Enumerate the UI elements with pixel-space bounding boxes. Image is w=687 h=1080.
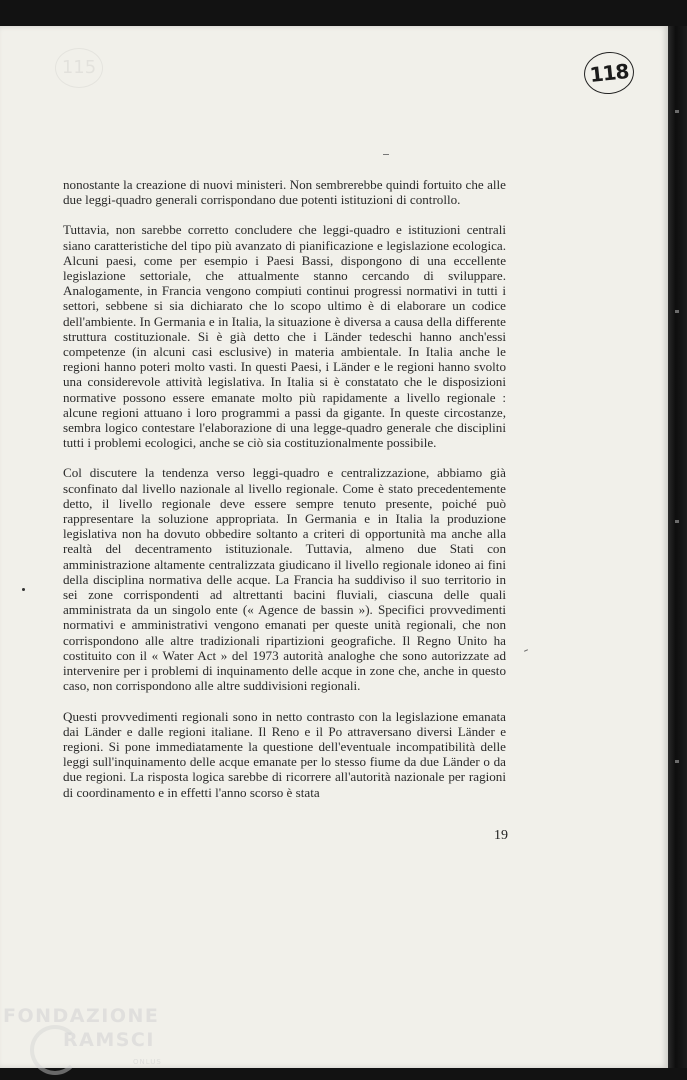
faded-archive-stamp (55, 48, 103, 88)
watermark-subtitle: ONLUS (133, 1058, 162, 1066)
watermark-logo (3, 1004, 159, 1052)
stamp-number: 118 (588, 59, 630, 87)
paragraph: Tuttavia, non sarebbe corretto concludere che leggi-quadro e istituzioni centrali siano caratteristiche del tipo più avanzato di pianificazione e legislazione ecologica. Alcuni paesi, come per esempio i Paesi Bassi, dispongono di una eccellente legislazione settoriale, che attualmente stanno cercando di sviluppare. Analogamente, in Francia vengono compiuti continui progressi normativi in tutti i settori, sebbene si sia dichiarato che lo scopo ultimo è di elaborare un codice dell'ambiente. In Germania e in Italia, la situazione è diversa a causa della differente struttura costituzionale. Si è già detto che i Länder tedeschi hanno anch'essi competenze (in alcuni casi esclusive) in materia ambientale. In Italia anche le regioni hanno poteri molto vasti. In questi Paesi, i Länder e le regioni hanno svolto una considerevole attività legislativa. In Italia si è constatato che le disposizioni normative possono essere emanate molto più rapidamente a livello regionale : alcune regioni attuano i loro programmi a passi da gigante. In queste circostanze, sembra logico contestare l'elaborazione di una legge-quadro generale che disciplini tutti i problemi ecologici, anche se ciò sia costituzionalmente possibile. (63, 222, 506, 451)
paragraph: nonostante la creazione di nuovi ministeri. Non sembrerebbe quindi fortuito che alle due leggi-quadro generali corrispondano due potenti istituzioni di controllo. (63, 177, 506, 208)
margin-dot-mark (22, 588, 25, 591)
paragraph: Questi provvedimenti regionali sono in netto contrasto con la legislazione emanata dai Länder e dalle regioni italiane. Il Reno e il Po attraversano diversi Länder e regioni. Si pone immediatamente la questione dell'eventuale incompatibilità delle leggi sull'inquinamento delle acque emanate per lo stesso fiume da due Länder o da due regioni. La risposta logica sarebbe di ricorrere all'autorità nazionale per ragioni di coordinamento e in effetti l'anno scorso è stata (63, 708, 506, 800)
page-edge-mark (675, 520, 679, 523)
page-number: 19 (494, 828, 508, 843)
header-dash-mark (383, 154, 389, 155)
faded-stamp-number: 115 (61, 57, 97, 78)
paragraph: Col discutere la tendenza verso leggi-quadro e centralizzazione, abbiamo già sconfinato dal livello nazionale al livello regionale. Come è stato precedentemente detto, il livello regionale deve essere sempre tenuto presente, poiché può rappresentare la soluzione appropriata. In Germania e in Italia la produzione legislativa non ha dovuto obbedire soltanto a criteri di opportunità ma anche alla realtà del decentramento istituzionale. Tuttavia, almeno due Stati con amministrazione altamente centralizzata giudicano il livello regionale idoneo ai fini della disciplina normativa delle acque. La Francia ha suddiviso il suo territorio in sei zone corrispondenti ad altrettanti bacini fluviali, ciascuna delle quali amministrata da un singolo ente (« Agence de bassin »). Specifici provvedimenti normativi e amministrativi vengono emanati per queste unità regionali, che non corrispondono alle altre tradizionali ripartizioni geografiche. Il Regno Unito ha costituito con il « Water Act » del 1973 autorità analoghe che sono autorizzate ad intervenire per i problemi di inquinamento delle acque in zone che, anche in questo caso, non corrispondono alle altre suddivisioni regionali. (63, 465, 506, 694)
page-edge-mark (675, 760, 679, 763)
body-text (63, 177, 506, 815)
watermark-line2: RAMSCI (63, 1029, 155, 1051)
page-edge-mark (675, 310, 679, 313)
page-edge-shadow (668, 26, 687, 1068)
page-edge-mark (675, 110, 679, 113)
watermark-line1: FONDAZIONE (3, 1005, 160, 1027)
